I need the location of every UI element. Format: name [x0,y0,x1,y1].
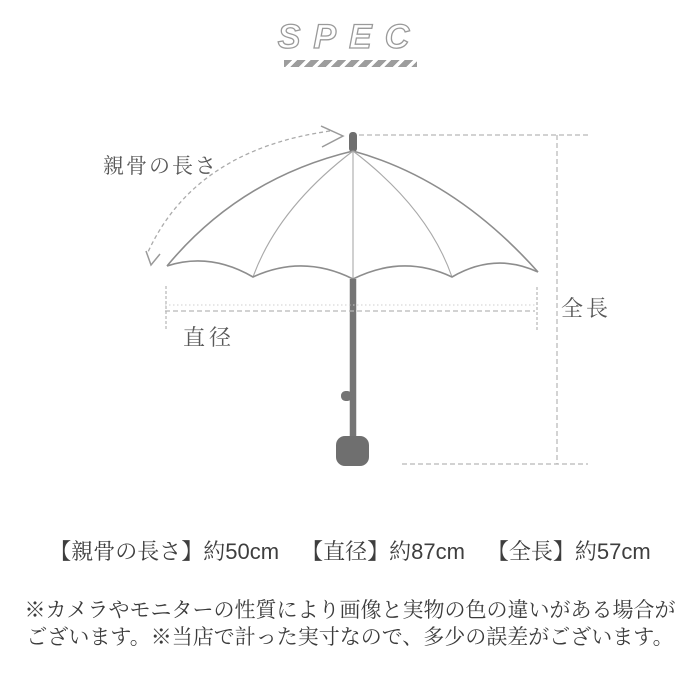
total-length-measure-line [359,135,588,464]
canopy-rib-left [253,151,353,277]
spec-item-label: 【全長】 [486,539,575,564]
runner-nub [341,391,352,401]
rib-length-label: 親骨の長さ [103,155,218,178]
umbrella-drawing [167,132,538,466]
spec-item-value: 約50cm [203,539,280,564]
canopy-rib-right [353,151,452,277]
spec-item-value: 約87cm [389,539,465,564]
spec-item-label: 【親骨の長さ】 [49,539,204,564]
disclaimer-line-2: ございます。※当店で計った実寸なので、多少の誤差がございます。 [26,626,674,650]
disclaimer-line-1: ※カメラやモニターの性質により画像と実物の色の違いがある場合が [24,599,676,622]
spec-item-diameter [301,535,465,566]
spec-item-total-length [487,535,651,566]
diameter-label: 直径 [183,325,236,350]
page-title: SPEC [277,18,423,56]
rib-length-measure-arrow [146,126,343,265]
arrowhead-down-icon [146,251,160,265]
umbrella-ferrule [349,132,357,152]
total-length-label: 全長 [561,296,612,321]
spec-summary [0,535,700,566]
arrowhead-right-icon [321,126,343,147]
disclaimer [0,597,700,652]
canopy-right-edge [353,151,538,272]
umbrella-handle [336,436,369,466]
spec-item-label: 【直径】 [301,539,390,564]
spec-item-value: 約57cm [574,539,651,564]
spec-item-rib-length [49,535,279,566]
